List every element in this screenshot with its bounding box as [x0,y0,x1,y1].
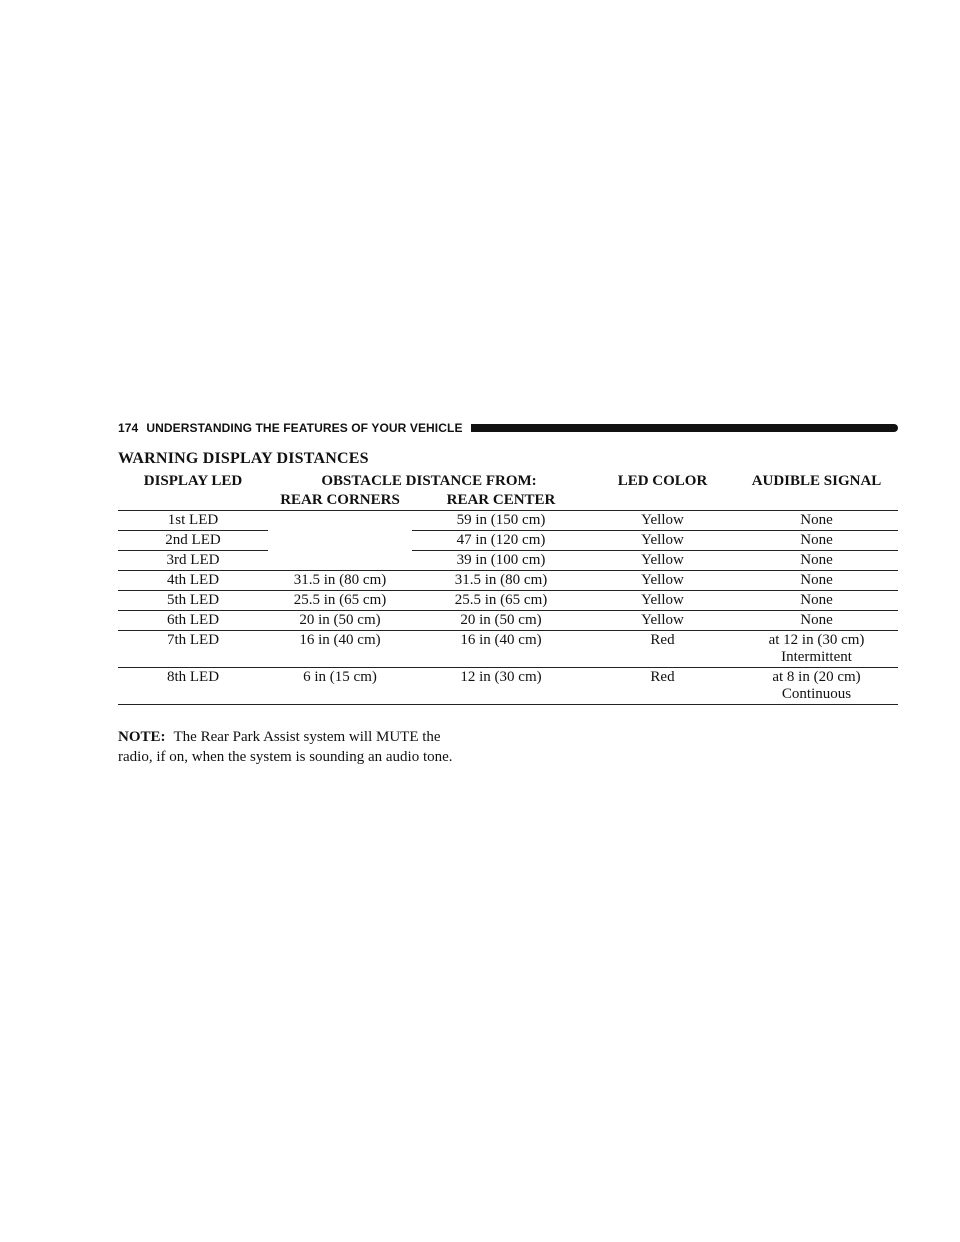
table-row [118,551,898,571]
cell-audible-line1: at 8 in (20 cm) [772,669,861,685]
cell-center: 59 in (150 cm) [412,511,590,531]
table-row [118,511,898,531]
cell-audible: None [735,611,898,631]
header-audible-signal: AUDIBLE SIGNAL [751,473,882,489]
cell-corners-blank [268,511,412,571]
header-rear-center: REAR CENTER [446,492,556,508]
cell-led: 6th LED [118,611,268,631]
page-number: 174 [118,421,139,435]
header-spacer [118,491,268,511]
cell-corners: 16 in (40 cm) [268,631,412,668]
cell-color: Yellow [590,511,735,531]
page-header [118,419,898,437]
cell-led: 3rd LED [118,551,268,571]
cell-center: 20 in (50 cm) [412,611,590,631]
cell-led: 4th LED [118,571,268,591]
header-spacer [590,491,735,511]
cell-audible: None [735,511,898,531]
cell-corners: 20 in (50 cm) [268,611,412,631]
cell-led: 5th LED [118,591,268,611]
cell-center: 16 in (40 cm) [412,631,590,668]
table-row [118,591,898,611]
cell-audible: None [735,591,898,611]
cell-color: Red [590,668,735,705]
cell-audible-line1: at 12 in (30 cm) [768,632,865,648]
cell-corners: 6 in (15 cm) [268,668,412,705]
cell-audible: None [735,551,898,571]
cell-audible [735,668,898,705]
header-spacer [735,491,898,511]
cell-audible [735,631,898,668]
cell-color: Red [590,631,735,668]
cell-audible: None [735,571,898,591]
cell-center: 12 in (30 cm) [412,668,590,705]
cell-center: 31.5 in (80 cm) [412,571,590,591]
header-display-led: DISPLAY LED [143,473,243,489]
header-obstacle-distance: OBSTACLE DISTANCE FROM: [321,473,537,489]
note-paragraph [118,727,518,767]
section-title-header: UNDERSTANDING THE FEATURES OF YOUR VEHICLE [146,421,463,435]
cell-led: 2nd LED [118,531,268,551]
table-row [118,531,898,551]
header-led-color: LED COLOR [617,473,708,489]
cell-led: 7th LED [118,631,268,668]
cell-color: Yellow [590,611,735,631]
table-row [118,631,898,668]
header-rear-corners: REAR CORNERS [280,492,400,508]
note-text-line1: The Rear Park Assist system will MUTE the [173,729,441,745]
header-rule [471,424,898,432]
note-text-line2: radio, if on, when the system is sounding an audio tone. [118,749,453,765]
warning-distances-table [118,472,898,705]
cell-audible-line2: Intermittent [781,649,852,665]
cell-center: 39 in (100 cm) [412,551,590,571]
cell-center: 25.5 in (65 cm) [412,591,590,611]
cell-corners: 31.5 in (80 cm) [268,571,412,591]
cell-corners: 25.5 in (65 cm) [268,591,412,611]
table-row [118,668,898,705]
table-row [118,611,898,631]
cell-led: 1st LED [118,511,268,531]
table-row [118,571,898,591]
note-label: NOTE: [118,729,166,745]
cell-color: Yellow [590,591,735,611]
cell-led: 8th LED [118,668,268,705]
table-title: WARNING DISPLAY DISTANCES [118,450,369,467]
cell-color: Yellow [590,531,735,551]
cell-center: 47 in (120 cm) [412,531,590,551]
cell-color: Yellow [590,551,735,571]
cell-color: Yellow [590,571,735,591]
cell-audible-line2: Continuous [781,686,852,702]
cell-audible: None [735,531,898,551]
